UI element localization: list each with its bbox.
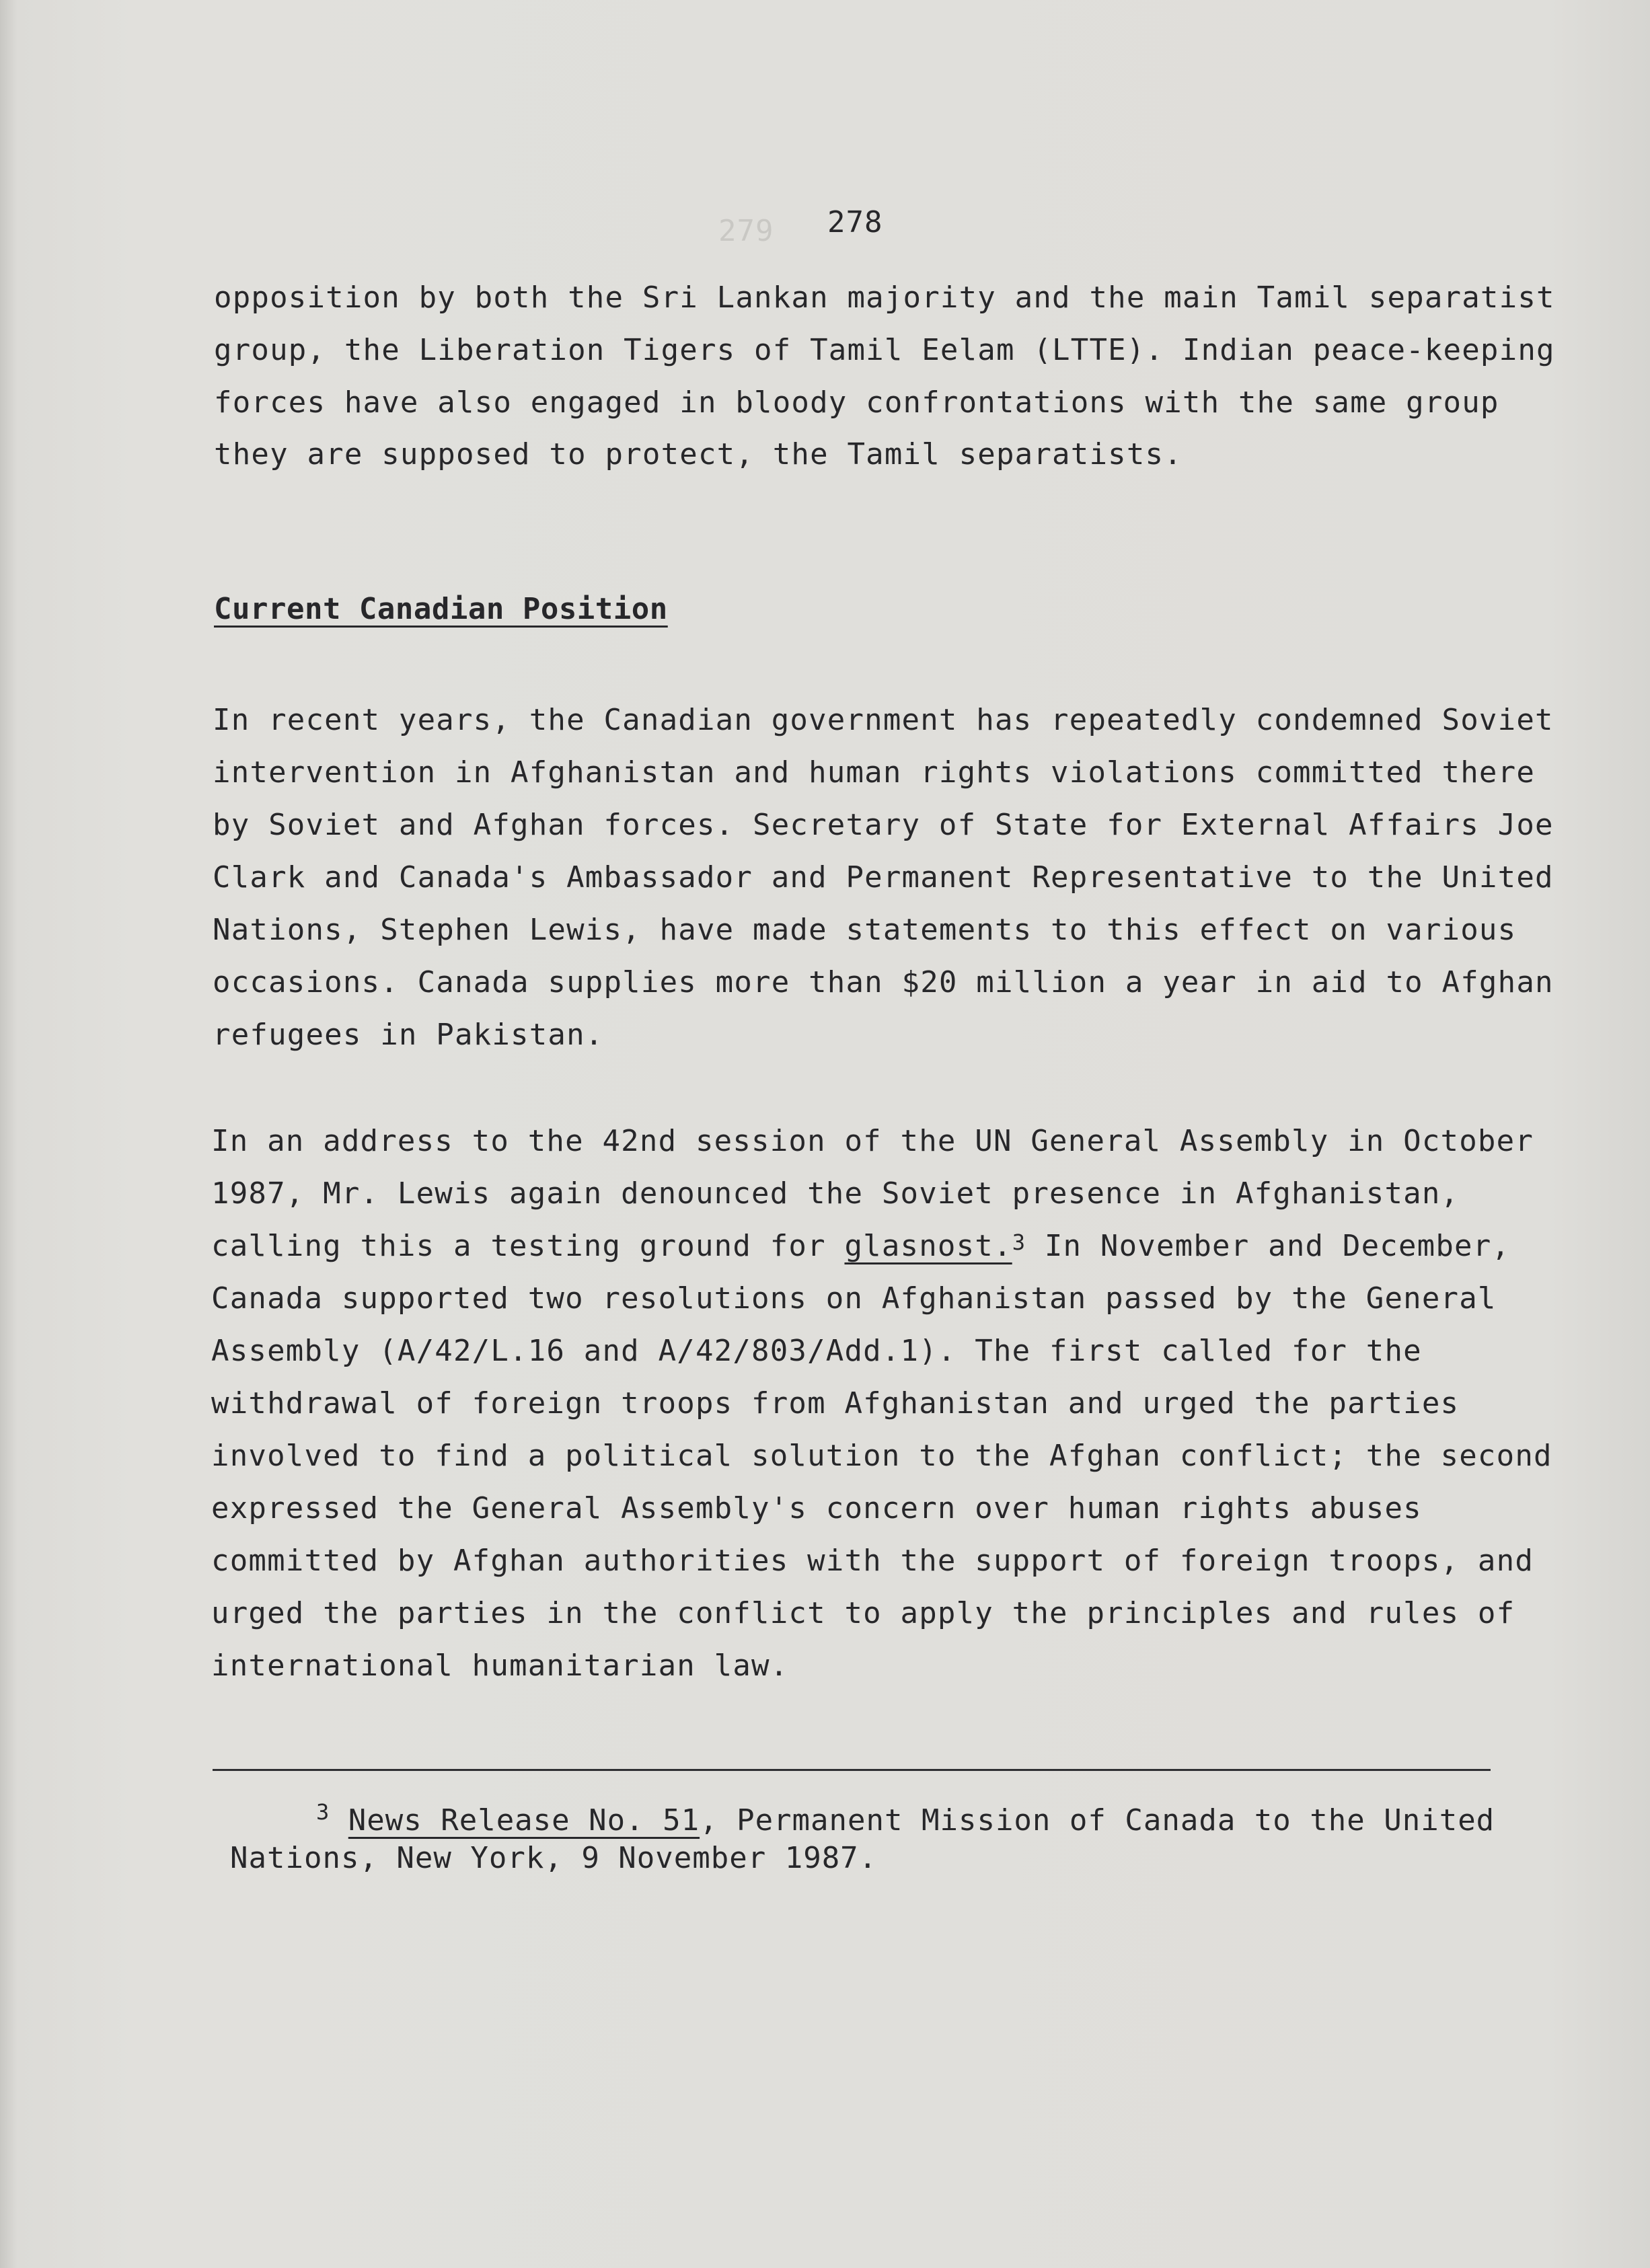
line-text: calling this a testing ground for [211, 1229, 845, 1263]
footnote-text: , Permanent Mission of Canada to the United [700, 1803, 1495, 1838]
paragraph-2-line: intervention in Afghanistan and human rights violations committed there [213, 755, 1536, 790]
footnote-reference: 3 [1012, 1230, 1026, 1255]
paragraph-2-line: In recent years, the Canadian government has repeatedly condemned Soviet [213, 703, 1554, 737]
paragraph-2-line: by Soviet and Afghan forces. Secretary of State for External Affairs Joe [213, 808, 1554, 842]
paragraph-3-line: 1987, Mr. Lewis again denounced the Soviet presence in Afghanistan, [211, 1176, 1460, 1211]
paragraph-1-line: they are supposed to protect, the Tamil separatists. [214, 437, 1183, 471]
paragraph-1-line: forces have also engaged in bloody confrontations with the same group [214, 385, 1499, 420]
paragraph-3-line: urged the parties in the conflict to apply the principles and rules of [211, 1596, 1515, 1630]
paragraph-2-line: Clark and Canada's Ambassador and Permanent Representative to the United [213, 860, 1554, 895]
paragraph-3-line: Assembly (A/42/L.16 and A/42/803/Add.1). The first called for the [211, 1334, 1422, 1368]
page-number: 278 [827, 205, 883, 239]
paragraph-1-line: opposition by both the Sri Lankan majority and the main Tamil separatist [214, 280, 1555, 315]
paragraph-3-line: international humanitarian law. [211, 1649, 789, 1683]
paragraph-1-line: group, the Liberation Tigers of Tamil Eelam (LTTE). Indian peace-keeping [214, 333, 1555, 367]
footnote-source-title: News Release No. 51 [348, 1803, 700, 1838]
paragraph-2-line: Nations, Stephen Lewis, have made statements to this effect on various [213, 913, 1517, 947]
paragraph-3-line: expressed the General Assembly's concern over human rights abuses [211, 1491, 1422, 1525]
footnote-marker: 3 [316, 1799, 330, 1825]
paragraph-3-line: withdrawal of foreign troops from Afghanistan and urged the parties [211, 1386, 1460, 1421]
paragraph-3-line: Canada supported two resolutions on Afghanistan passed by the General [211, 1281, 1497, 1316]
footnote-line [316, 1799, 1495, 1838]
footnote-separator [213, 1769, 1491, 1771]
paragraph-3-line: In an address to the 42nd session of the UN General Assembly in October [211, 1124, 1534, 1158]
paragraph-3-line: committed by Afghan authorities with the support of foreign troops, and [211, 1544, 1534, 1578]
bleed-through-page-number: 279 [718, 214, 774, 248]
footnote-line: Nations, New York, 9 November 1987. [230, 1841, 878, 1875]
line-text: In November and December, [1026, 1229, 1511, 1263]
section-heading: Current Canadian Position [214, 592, 668, 626]
paragraph-2-line: refugees in Pakistan. [213, 1018, 604, 1052]
underlined-term: glasnost. [844, 1229, 1012, 1263]
paragraph-3-line: involved to find a political solution to the Afghan conflict; the second [211, 1439, 1552, 1473]
paragraph-2-line: occasions. Canada supplies more than $20 million a year in aid to Afghan [213, 965, 1554, 999]
paragraph-3-line-with-footnote-ref [211, 1227, 1510, 1265]
